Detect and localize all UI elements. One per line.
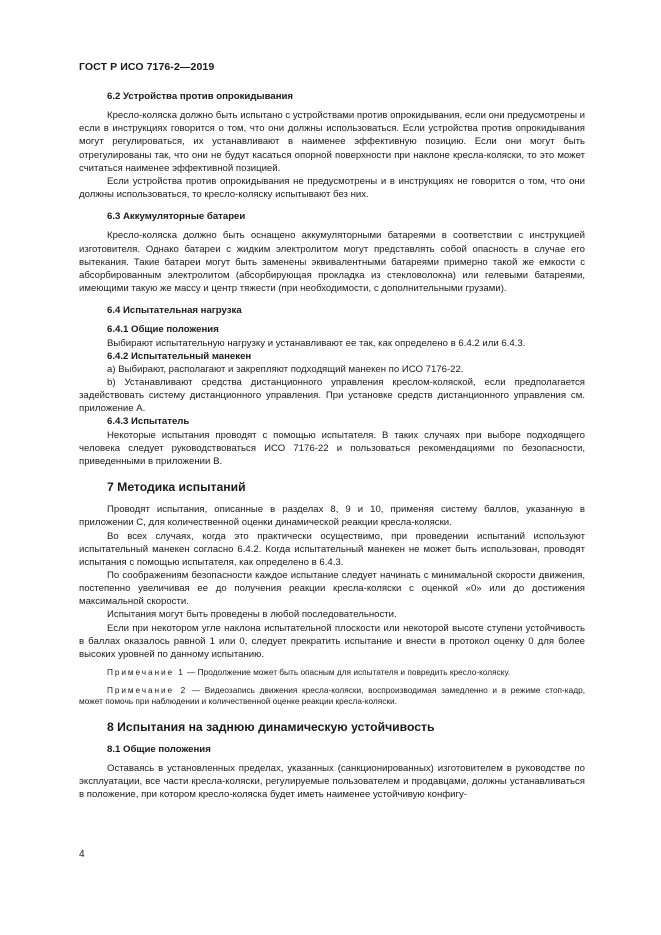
note-1-text: — Продолжение может быть опасным для испытателя и повредить кресло-коляску.: [184, 667, 511, 678]
section-6-4-1-paragraph: Выбирают испытательную нагрузку и устанавливают ее так, как определено в 6.4.2 или 6.4.3.: [107, 337, 526, 349]
note-2-text: — Видеозапись движения кресла-коляски, воспроизводимая замедленно и в режиме стоп-кадр, может помочь при наблюдении и количественной оценке реакции кресла-коляски.: [79, 684, 585, 707]
page-content: [79, 90, 585, 801]
section-7-paragraph-1: Проводят испытания, описанные в разделах 8, 9 и 10, применяя систему баллов, указанную в приложении С, для количественной оценки динамической реакции кресла-коляски.: [79, 504, 585, 529]
section-6-4-2-heading: 6.4.2 Испытательный манекен: [107, 350, 252, 362]
section-7-paragraph-5: Если при некотором угле наклона испытательной плоскости или некоторой высоте ступени устойчивость в баллах оказалось равной 1 или 0, следует прекратить испытание и внести в протокол оценку 0 для более высоких уровней по данному испытанию.: [79, 622, 585, 660]
section-6-4-2-item-b: b) Устанавливают средства дистанционного управления креслом-коляской, если предполагается задействовать систему дистанционного управления. При установке средств дистанционного управления см. приложение А.: [79, 376, 585, 415]
section-7-paragraph-2: Во всех случаях, когда это практически осуществимо, при проведении испытаний используют испытательный манекен согласно 6.4.2. Когда испытательный манекен не может быть использован, проводят испытания с помощью испытателя, как определено в 6.4.3.: [79, 530, 585, 568]
section-6-4-3-heading: 6.4.3 Испытатель: [107, 416, 190, 428]
section-8-heading: 8 Испытания на заднюю динамическую устойчивость: [107, 719, 435, 734]
section-6-4-2-item-a: а) Выбирают, располагают и закрепляют подходящий манекен по ИСО 7176-22.: [107, 363, 464, 375]
note-1-label: Примечание 1: [107, 667, 185, 678]
section-6-2-heading: 6.2 Устройства против опрокидывания: [107, 91, 294, 102]
section-6-2-paragraph-2: Если устройства против опрокидывания не предусмотрены и в инструкциях не говорится о том, что они должны использоваться, то кресло-коляску испытывают без них.: [79, 175, 585, 201]
note-2: [79, 685, 585, 708]
section-8-1-heading: 8.1 Общие положения: [107, 743, 211, 755]
section-7-paragraph-4: Испытания могут быть проведены в любой последовательности.: [107, 609, 397, 621]
document-header: ГОСТ Р ИСО 7176-2—2019: [79, 61, 215, 73]
section-8-1-paragraph: Оставаясь в установленных пределах, указанных (санкционированных) изготовителем в руководстве по эксплуатации, все части кресла-коляски, регулируемые пользователем и продавцами, должны устанавливаться в положение, при котором кресло-коляска будет иметь наименее устойчивую конфигу-: [79, 762, 585, 801]
note-1: [79, 667, 585, 679]
section-6-2-paragraph-1: Кресло-коляска должно быть испытано с устройствами против опрокидывания, если они предусмотрены и если в инструкциях говорится о том, что они должны использоваться. Если устройства против опрокидывания могут регулироваться, их устанавливают в наименее эффективную позицию. Если они могут быть отрегулированы так, что они не будут касаться опорной поверхности при наклоне кресла-коляски, то это может считаться наименее эффективной позицией.: [79, 110, 585, 174]
section-6-3-heading: 6.3 Аккумуляторные батареи: [107, 211, 246, 223]
section-6-4-3-paragraph: Некоторые испытания проводят с помощью испытателя. В таких случаях при выборе подходящего человека следует руководствоваться ИСО 7176-22 и пользоваться рекомендациями по безопасности, приведенными в приложении В.: [79, 429, 585, 467]
section-7-heading: 7 Методика испытаний: [107, 480, 246, 495]
section-6-4-heading: 6.4 Испытательная нагрузка: [107, 305, 242, 317]
page-number: 4: [79, 849, 85, 860]
section-6-3-paragraph: Кресло-коляска должно быть оснащено аккумуляторными батареями в соответствии с инструкцией изготовителя. Однако батареи с жидким электролитом могут представлять собой опасность в случае его вытекания. Такие батареи могут быть заменены эквивалентными батареями примерно такой же емкости с абсорбированным электролитом (абсорбирующая прокладка из стекловолокна) или гелевыми батареями, имеющими такую же массу и центр тяжести (при необходимости, с дополнительными грузами).: [79, 230, 585, 295]
section-6-4-1-heading: 6.4.1 Общие положения: [107, 324, 219, 336]
note-2-label: Примечание 2: [107, 684, 188, 695]
section-7-paragraph-3: По соображениям безопасности каждое испытание следует начинать с минимальной скорости движения, постепенно увеличивая ее до получения реакции кресла-коляски с оценкой «0» или до достижения максимальной скорости.: [79, 570, 585, 608]
